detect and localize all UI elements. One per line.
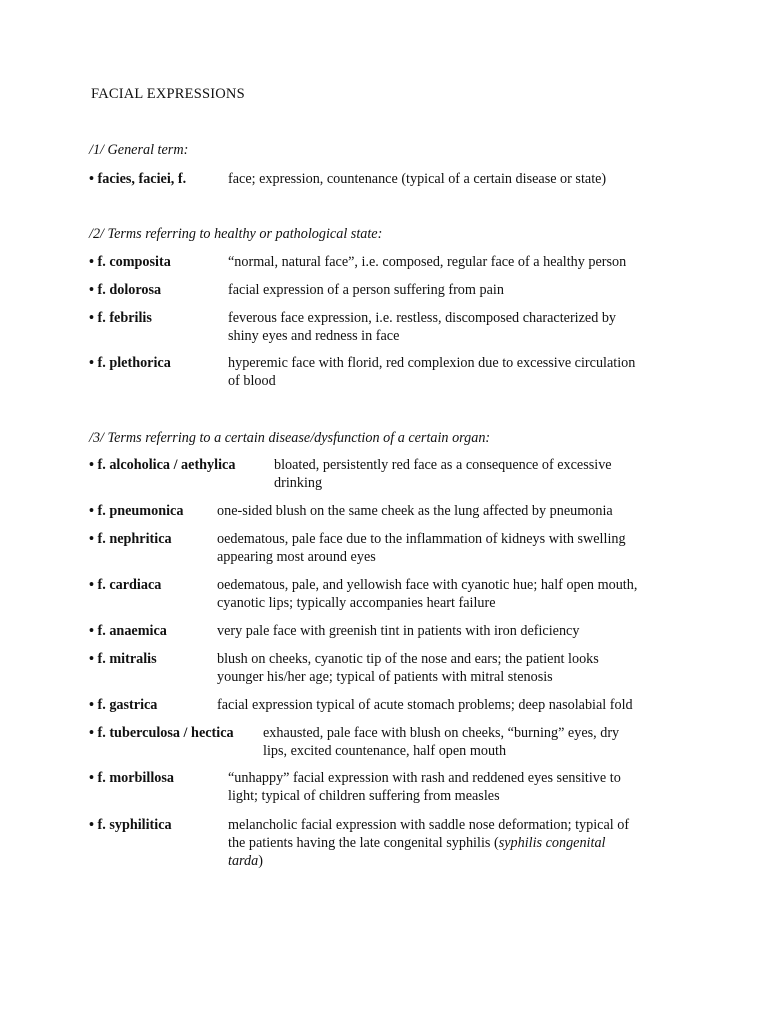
term: • f. dolorosa [89,282,162,298]
definition: “unhappy” facial expression with rash and reddened eyes sensitive to light; typical of children suffering from measles [228,770,621,804]
definition: very pale face with greenish tint in patients with iron deficiency [217,623,580,639]
definition: melancholic facial expression with saddle nose deformation; typical of the patients having the late congenital syphilis (syphilis congenital tarda) [228,817,630,869]
term: • f. composita [89,254,171,270]
definition: hyperemic face with florid, red complexion due to excessive circulation of blood [228,355,636,389]
term: • facies, faciei, f. [89,171,187,187]
italic-latin-term: syphilis congenital [498,835,606,851]
definition: facial expression typical of acute stomach problems; deep nasolabial fold [217,697,633,713]
term: • f. gastrica [89,697,158,713]
definition: exhausted, pale face with blush on cheeks, “burning” eyes, dry lips, excited countenance, half open mouth [263,725,620,759]
term: • f. morbillosa [89,770,174,786]
section-heading-state: /2/ Terms referring to healthy or pathological state: [89,226,383,242]
section-heading-general: /1/ General term: [89,142,189,158]
term: • f. tuberculosa / hectica [89,725,234,741]
term: • f. febrilis [89,310,152,326]
definition: feverous face expression, i.e. restless, discomposed characterized by shiny eyes and redness in face [228,310,617,344]
definition: oedematous, pale, and yellowish face with cyanotic hue; half open mouth, cyanotic lips; typically accompanies heart failure [217,577,638,611]
term: • f. alcoholica / aethylica [89,457,236,473]
page-title: FACIAL EXPRESSIONS [91,86,245,102]
term: • f. mitralis [89,651,157,667]
definition: “normal, natural face”, i.e. composed, regular face of a healthy person [228,254,627,270]
definition: one-sided blush on the same cheek as the lung affected by pneumonia [217,503,613,519]
term: • f. plethorica [89,355,171,371]
term: • f. cardiaca [89,577,162,593]
definition: bloated, persistently red face as a consequence of excessive drinking [274,457,612,491]
definition: facial expression of a person suffering from pain [228,282,504,298]
section-heading-disease: /3/ Terms referring to a certain disease/dysfunction of a certain organ: [89,430,491,446]
definition: oedematous, pale face due to the inflammation of kidneys with swelling appearing most around eyes [217,531,626,565]
term: • f. nephritica [89,531,172,547]
definition: face; expression, countenance (typical of a certain disease or state) [228,171,607,187]
definition: blush on cheeks, cyanotic tip of the nose and ears; the patient looks younger his/her age; typical of patients with mitral stenosis [217,651,599,685]
term: • f. pneumonica [89,503,184,519]
term: • f. syphilitica [89,817,172,833]
term: • f. anaemica [89,623,167,639]
